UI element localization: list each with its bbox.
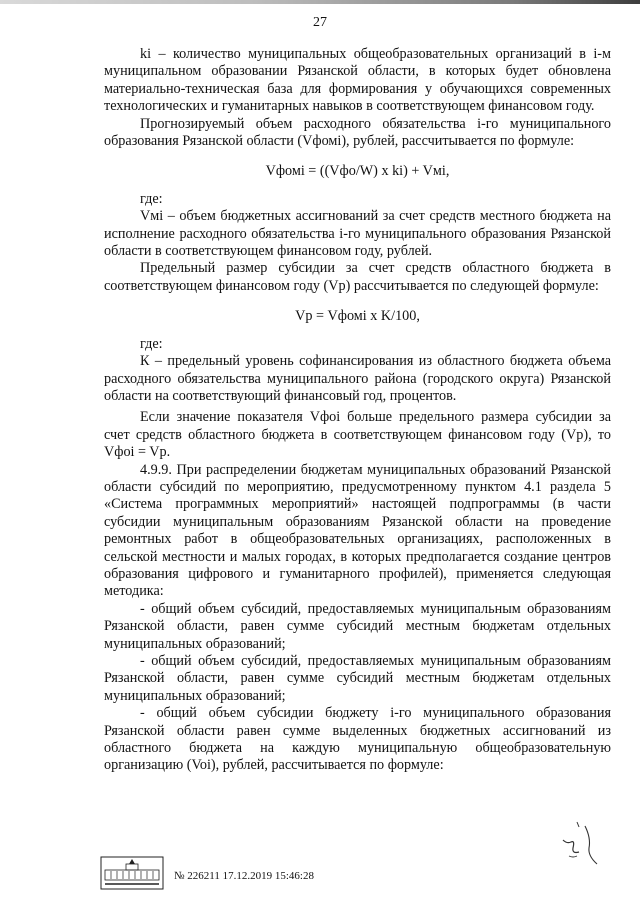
paragraph-ki-definition: ki – количество муниципальных общеобразовательных организаций в i-м муниципальном образовании Рязанской области, в которых будет обновлена материально-техническая база для формирования у обучающихся современных технологических и гуманитарных навыков в соответствующем финансовом году. — [104, 46, 611, 115]
paragraph-limit-subsidy: Предельный размер субсидии за счет средств областного бюджета в соответствующем финансовом году (Vр) рассчитывается по следующей формуле: — [104, 260, 611, 294]
formula-vr: Vр = Vфомi x K/100, — [295, 308, 420, 325]
page-number: 27 — [313, 15, 327, 30]
paragraph-k-definition: К – предельный уровень софинансирования из областного бюджета объема расходного обязательства муниципального района (городского округа) Рязанской области на соответствующий финансовый год, процентов. — [104, 353, 611, 404]
document-id: № 226211 17.12.2019 15:46:28 — [174, 870, 314, 882]
list-item-total-volume-2: - общий объем субсидий, предоставляемых муниципальным образованиям Рязанской области, равен сумме субсидий местным бюджетам отдельных муниципальных образований; — [104, 653, 611, 704]
building-stamp-icon — [100, 856, 164, 890]
document-footer — [100, 856, 620, 896]
label-where-1: где: — [140, 190, 163, 207]
label-where-2: где: — [140, 335, 163, 352]
list-item-total-volume-1: - общий объем субсидий, предоставляемых муниципальным образованиям Рязанской области, равен сумме субсидий местным бюджетам отдельных муниципальных образований; — [104, 600, 611, 652]
formula-vfomi: Vфомi = ((Vфо/W) x ki) + Vмi, — [265, 163, 450, 180]
paragraph-vmi-definition: Vмi – объем бюджетных ассигнований за счет средств местного бюджета на исполнение расходного обязательства i-го муниципального образования Рязанской области в соответствующем финансовом году, рублей. — [104, 208, 611, 260]
paragraph-vfoi-condition: Если значение показателя Vфоi больше предельного размера субсидии за счет средств областного бюджета в соответствующем финансовом году (Vр), то Vфоi = Vр. — [104, 409, 611, 461]
scan-top-band — [0, 0, 640, 4]
list-item-budget-formula: - общий объем субсидии бюджету i-го муниципального образования Рязанской области равен сумме выделенных бюджетных ассигнований из областного бюджета на каждую муниципальную общеобразовательную организацию (Voi), рублей, рассчитывается по формуле: — [104, 705, 611, 774]
document-body — [104, 46, 611, 775]
paragraph-4-9-9: 4.9.9. При распределении бюджетам муниципальных образований Рязанской области субсидий по мероприятию, предусмотренному пунктом 4.1 раздела 5 «Система программных мероприятий» настоящей подпрограммы (в части субсидии муниципальным образованиям Рязанской области на проведение ремонтных работ в общеобразовательных организациях, расположенных в сельской местности и малых городах, в которых предполагается создание центров образования цифрового и гуманитарного профилей), применяется следующая методика: — [104, 461, 611, 600]
paragraph-forecast-volume: Прогнозируемый объем расходного обязательства i-го муниципального образования Рязанской области (Vфомi), рублей, рассчитывается по формуле: — [104, 115, 611, 150]
